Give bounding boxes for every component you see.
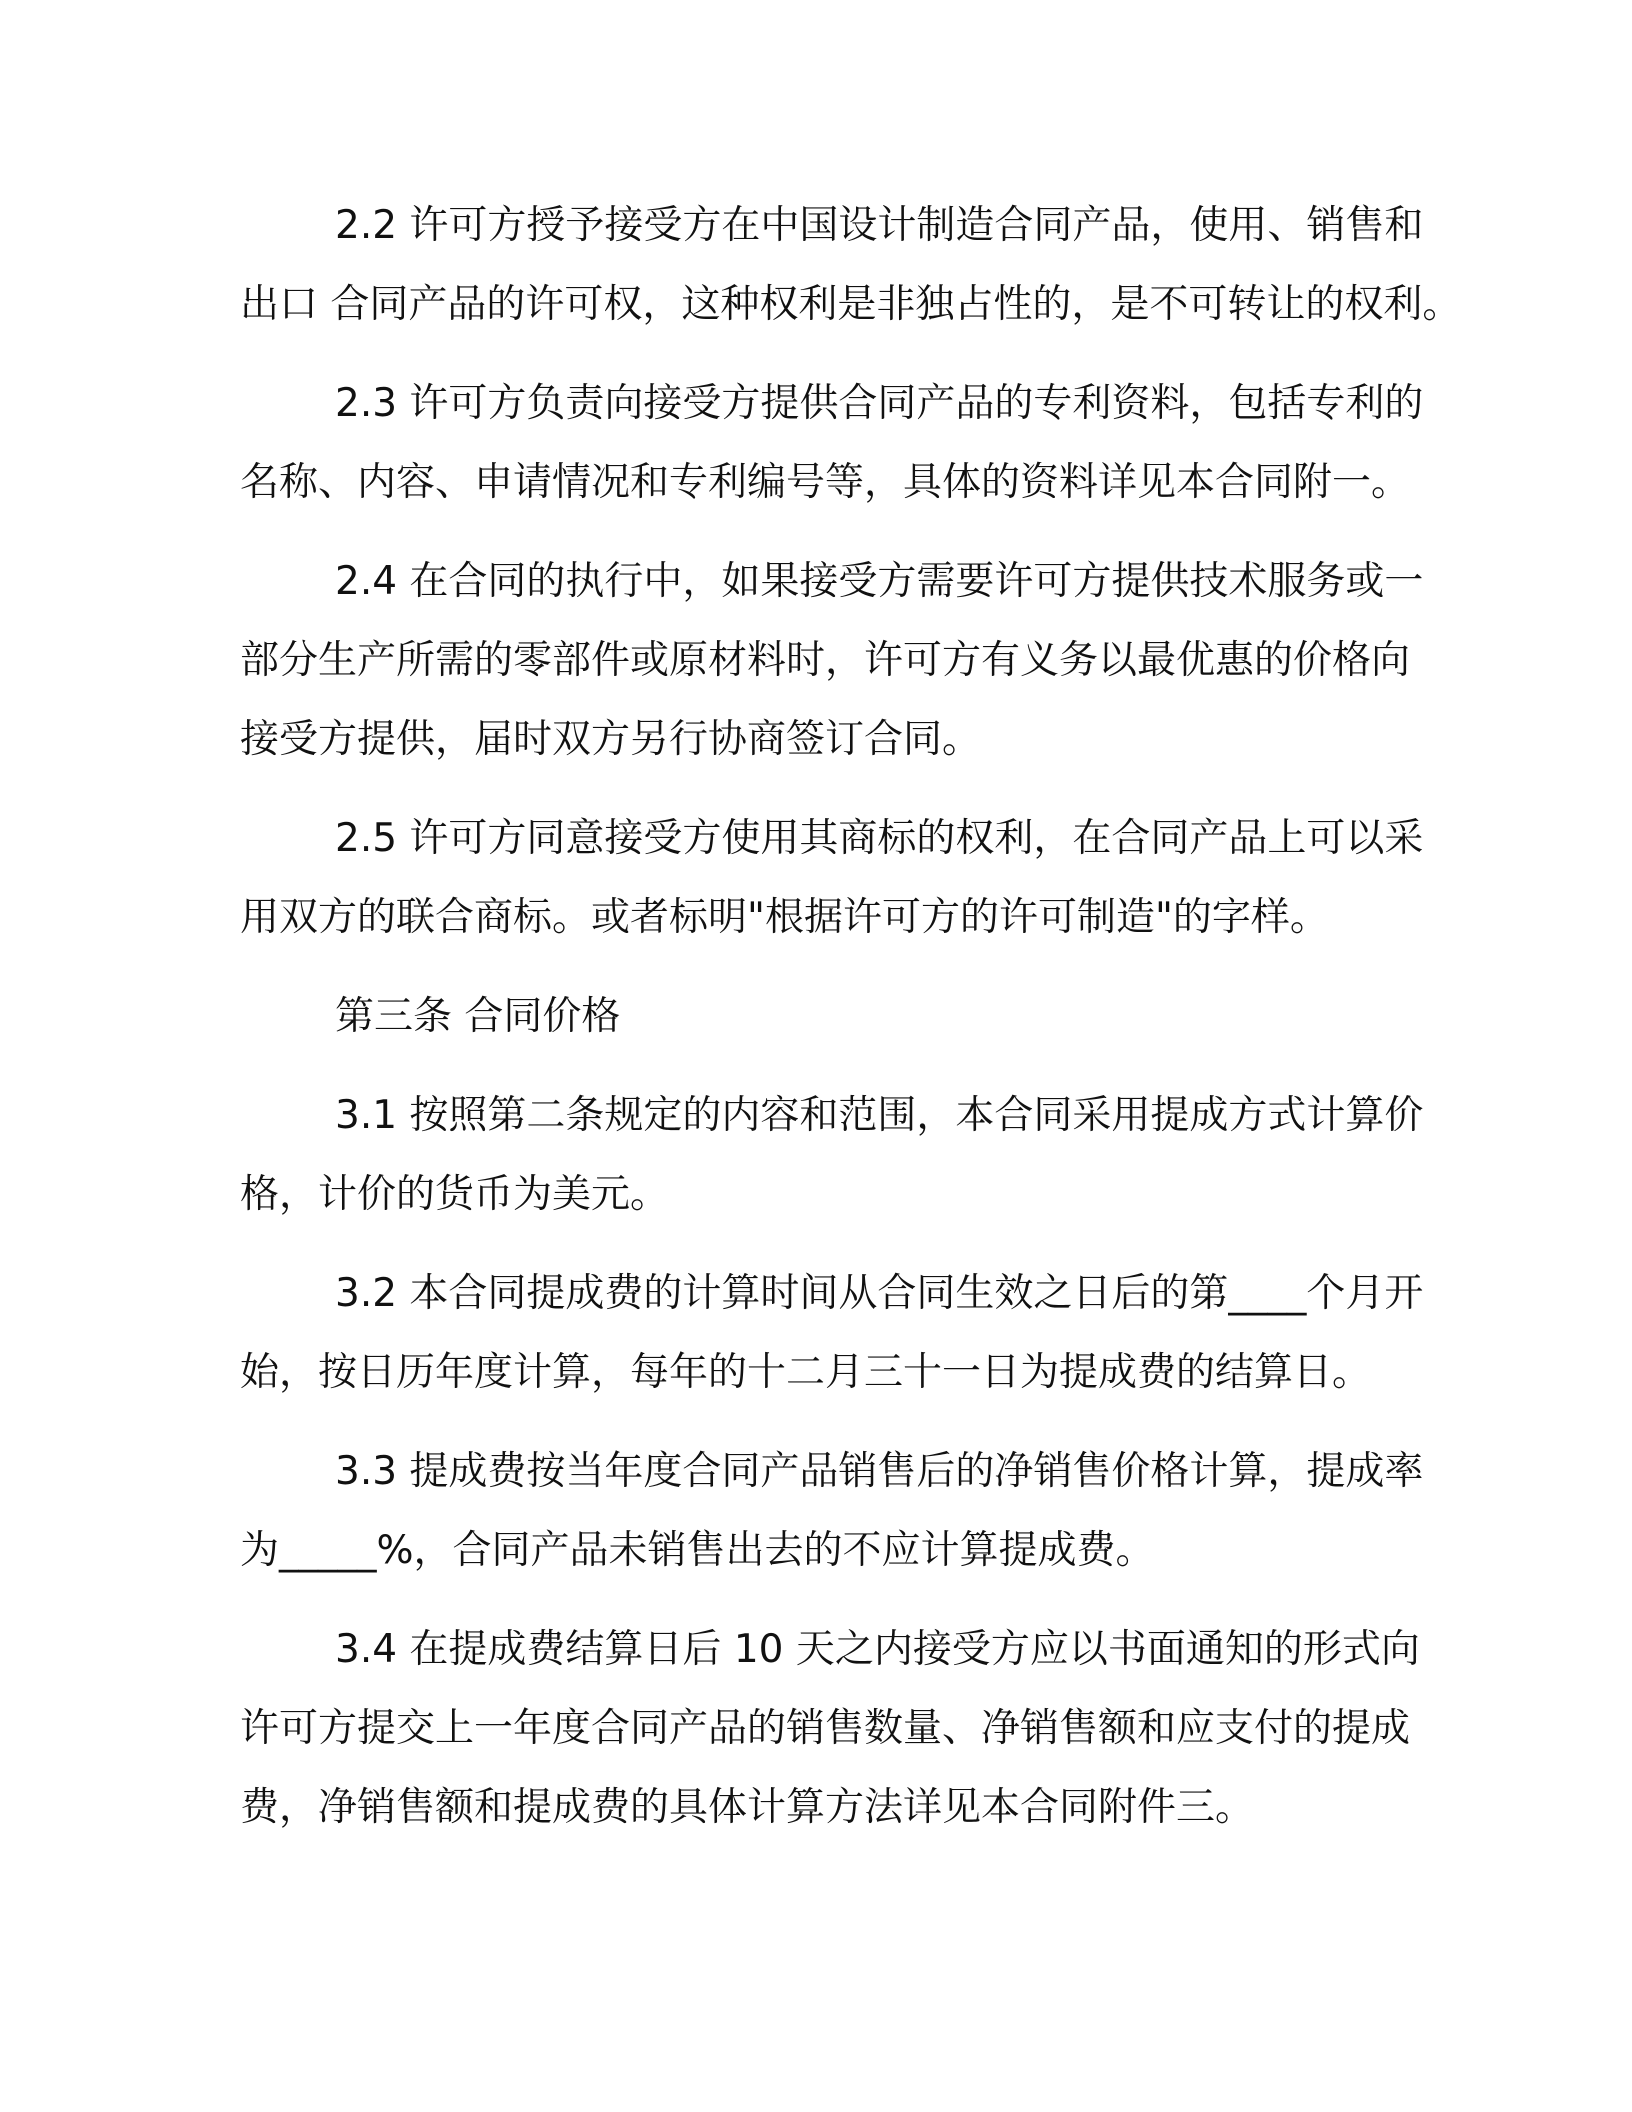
clause-line: 2.3 许可方负责向接受方提供合同产品的专利资料，包括专利的 — [335, 381, 1424, 426]
clause-2-3 — [240, 364, 1424, 522]
clause-line: 许可方提交上一年度合同产品的销售数量、净销售额和应支付的提成 — [240, 1706, 1411, 1751]
clause-line: 始，按日历年度计算，每年的十二月三十一日为提成费的结算日。 — [240, 1350, 1372, 1395]
clause-line: 2.5 许可方同意接受方使用其商标的权利，在合同产品上可以采 — [335, 816, 1424, 861]
clause-line: 名称、内容、申请情况和专利编号等，具体的资料详见本合同附一。 — [240, 460, 1411, 505]
clause-line: 为_____%，合同产品未销售出去的不应计算提成费。 — [240, 1528, 1155, 1573]
clause-3-3 — [240, 1432, 1424, 1590]
clause-3-1 — [240, 1076, 1424, 1234]
clause-line: 2.2 许可方授予接受方在中国设计制造合同产品，使用、销售和 — [335, 203, 1424, 248]
clause-line: 3.2 本合同提成费的计算时间从合同生效之日后的第____个月开 — [335, 1271, 1424, 1316]
clause-3-2 — [240, 1254, 1424, 1412]
clause-line: 接受方提供，届时双方另行协商签订合同。 — [240, 717, 982, 762]
clause-line: 格，计价的货币为美元。 — [240, 1172, 670, 1217]
clause-2-2 — [240, 186, 1462, 344]
clause-line: 费，净销售额和提成费的具体计算方法详见本合同附件三。 — [240, 1785, 1255, 1830]
clause-line: 3.3 提成费按当年度合同产品销售后的净销售价格计算，提成率 — [335, 1449, 1424, 1494]
clause-line: 2.4 在合同的执行中，如果接受方需要许可方提供技术服务或一 — [335, 559, 1424, 604]
clause-3-4 — [240, 1610, 1420, 1847]
clause-line: 部分生产所需的零部件或原材料时，许可方有义务以最优惠的价格向 — [240, 638, 1411, 683]
document-body — [240, 186, 1462, 1867]
clause-line: 出口 合同产品的许可权，这种权利是非独占性的，是不可转让的权利。 — [240, 282, 1462, 327]
clause-line: 3.1 按照第二条规定的内容和范围，本合同采用提成方式计算价 — [335, 1093, 1424, 1138]
clause-line: 3.4 在提成费结算日后 10 天之内接受方应以书面通知的形式向 — [335, 1627, 1420, 1672]
clause-2-4 — [240, 542, 1424, 779]
clause-line: 用双方的联合商标。或者标明"根据许可方的许可制造"的字样。 — [240, 895, 1329, 940]
article-3-heading: 第三条 合同价格 — [335, 994, 621, 1039]
clause-2-5 — [240, 799, 1424, 957]
